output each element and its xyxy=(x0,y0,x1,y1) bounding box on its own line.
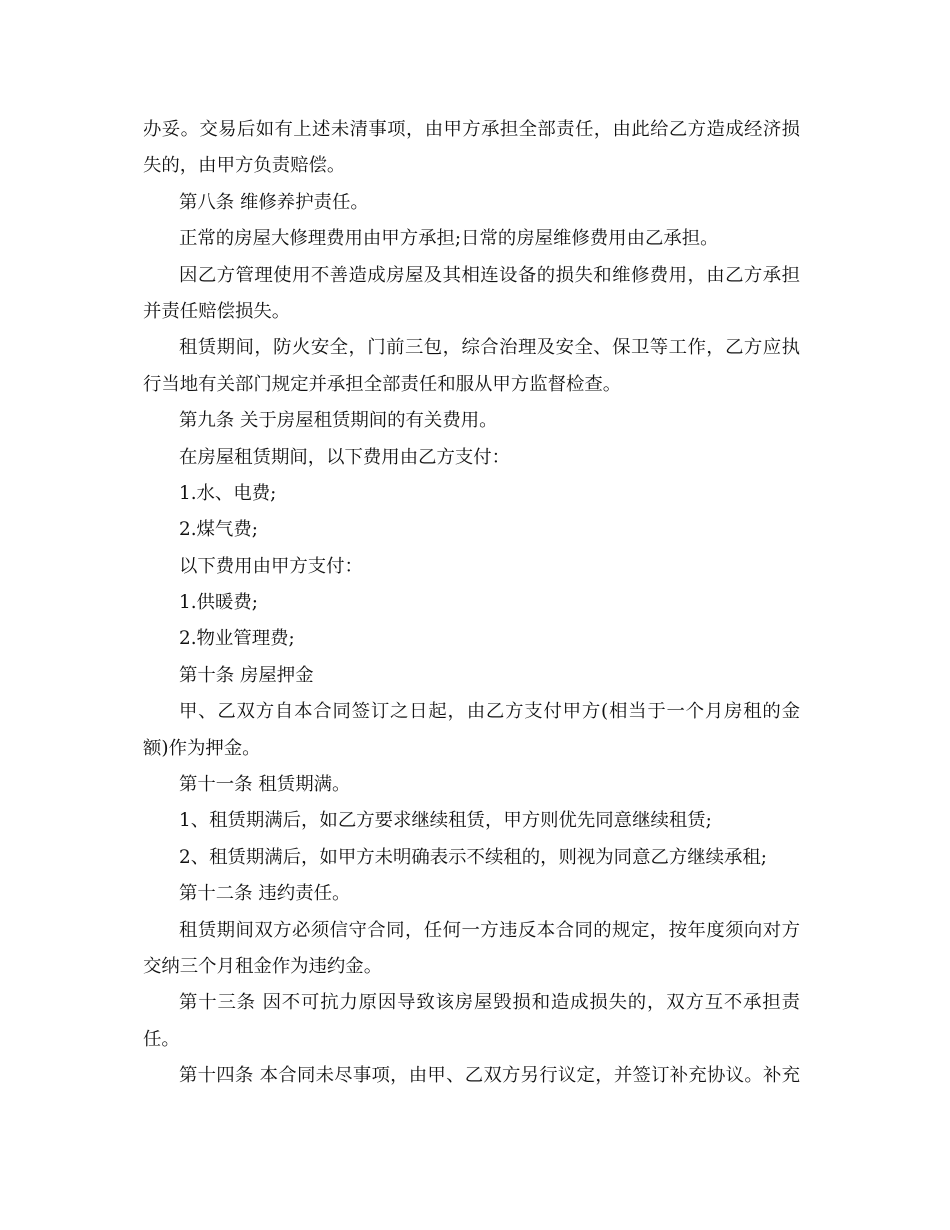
text-line: 额)作为押金。 xyxy=(143,737,261,759)
text-line: 第十四条 本合同未尽事项，由甲、乙双方另行议定，并签订补充协议。补充 xyxy=(179,1065,800,1087)
text-line: 1、租赁期满后，如乙方要求继续租赁，甲方则优先同意继续租赁; xyxy=(179,810,712,832)
text-line: 租赁期间双方必须信守合同，任何一方违反本合同的规定，按年度须向对方 xyxy=(179,919,800,941)
paragraph xyxy=(143,221,800,257)
text-line: 正常的房屋大修理费用由甲方承担;日常的房屋维修费用由乙承担。 xyxy=(179,228,719,250)
article-heading-12 xyxy=(143,876,800,912)
text-line: 1.供暖费; xyxy=(179,592,258,614)
text-line: 任。 xyxy=(143,1028,180,1050)
article-14 xyxy=(143,1058,800,1094)
paragraph-continued xyxy=(143,112,800,185)
text-line: 2、租赁期满后，如甲方未明确表示不续租的，则视为同意乙方继续承租; xyxy=(179,846,768,868)
text-line: 2.物业管理费; xyxy=(179,628,295,650)
list-item xyxy=(143,476,800,512)
paragraph xyxy=(143,549,800,585)
text-line: 行当地有关部门规定并承担全部责任和服从甲方监督检查。 xyxy=(143,373,622,395)
text-line: 以下费用由甲方支付： xyxy=(179,555,363,577)
document-body xyxy=(143,112,800,1095)
list-item xyxy=(143,840,800,876)
text-line: 失的，由甲方负责赔偿。 xyxy=(143,155,346,177)
article-heading: 第十一条 租赁期满。 xyxy=(179,774,351,796)
text-line: 2.煤气费; xyxy=(179,519,258,541)
paragraph xyxy=(143,913,800,986)
list-item xyxy=(143,512,800,548)
text-line: 因乙方管理使用不善造成房屋及其相连设备的损失和维修费用，由乙方承担 xyxy=(179,264,800,286)
text-line: 第十三条 因不可抗力原因导致该房屋毁损和造成损失的，双方互不承担责 xyxy=(179,992,800,1014)
text-line: 办妥。交易后如有上述未清事项，由甲方承担全部责任，由此给乙方造成经济损 xyxy=(143,119,800,140)
paragraph xyxy=(143,330,800,403)
article-13 xyxy=(143,985,800,1058)
paragraph xyxy=(143,258,800,331)
list-item xyxy=(143,585,800,621)
article-heading: 第十二条 违约责任。 xyxy=(179,883,351,905)
paragraph xyxy=(143,440,800,476)
article-heading: 第八条 维修养护责任。 xyxy=(179,191,369,213)
article-heading-8 xyxy=(143,185,800,221)
article-heading: 第十条 房屋押金 xyxy=(179,664,314,686)
text-line: 租赁期间，防火安全，门前三包，综合治理及安全、保卫等工作，乙方应执 xyxy=(179,337,800,359)
paragraph xyxy=(143,694,800,767)
text-line: 1.水、电费; xyxy=(179,482,277,504)
article-heading-9 xyxy=(143,403,800,439)
article-heading-10 xyxy=(143,658,800,694)
list-item xyxy=(143,803,800,839)
text-line: 甲、乙双方自本合同签订之日起，由乙方支付甲方(相当于一个月房租的金 xyxy=(179,701,800,723)
list-item xyxy=(143,621,800,657)
text-line: 在房屋租赁期间，以下费用由乙方支付： xyxy=(179,446,511,468)
text-line: 交纳三个月租金作为违约金。 xyxy=(143,955,383,977)
article-heading: 第九条 关于房屋租赁期间的有关费用。 xyxy=(179,410,498,432)
text-line: 并责任赔偿损失。 xyxy=(143,300,291,322)
article-heading-11 xyxy=(143,767,800,803)
